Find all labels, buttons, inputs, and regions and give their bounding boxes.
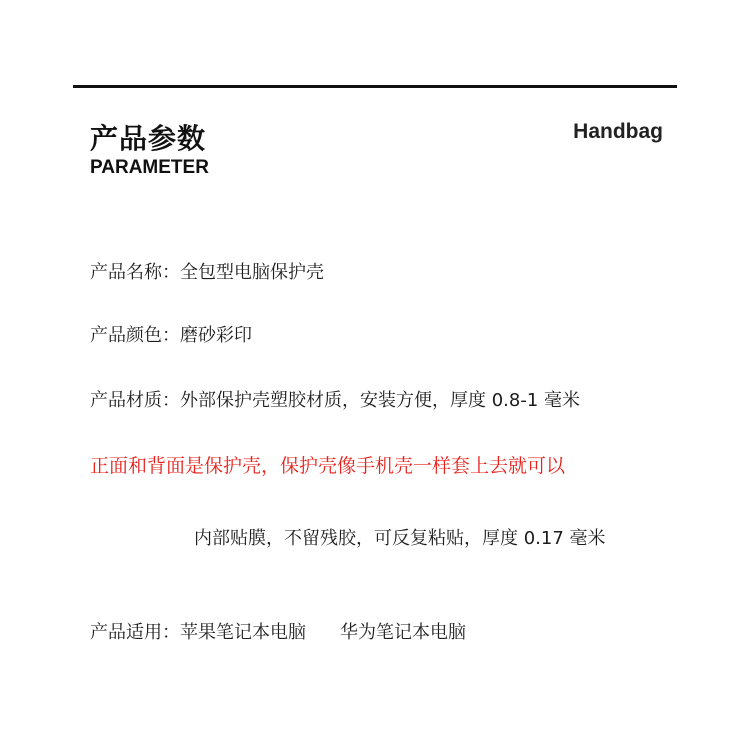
param-label: 产品材质： xyxy=(90,390,180,411)
page-subtitle: PARAMETER xyxy=(90,157,209,178)
param-label: 产品颜色： xyxy=(90,325,180,346)
param-value: 全包型电脑保护壳 xyxy=(180,262,324,283)
top-divider xyxy=(73,85,677,88)
param-value: 外部保护壳塑胶材质，安装方便，厚度 0.8-1 毫米 xyxy=(180,390,581,411)
category-label: Handbag xyxy=(573,120,663,143)
param-label: 产品适用： xyxy=(90,622,180,643)
param-value-huawei: 华为笔记本电脑 xyxy=(340,622,466,643)
material-detail: 内部贴膜，不留残胶，可反复粘贴，厚度 0.17 毫米 xyxy=(194,528,606,549)
param-row-name xyxy=(90,258,324,284)
param-row-color xyxy=(90,321,252,347)
param-row-fit xyxy=(90,618,466,644)
page-title: 产品参数 xyxy=(90,122,207,155)
param-label: 产品名称： xyxy=(90,262,180,283)
param-value: 磨砂彩印 xyxy=(180,325,252,346)
param-row-material xyxy=(90,386,580,412)
param-value-apple: 苹果笔记本电脑 xyxy=(180,622,306,643)
notice-text: 正面和背面是保护壳，保护壳像手机壳一样套上去就可以 xyxy=(90,455,566,477)
